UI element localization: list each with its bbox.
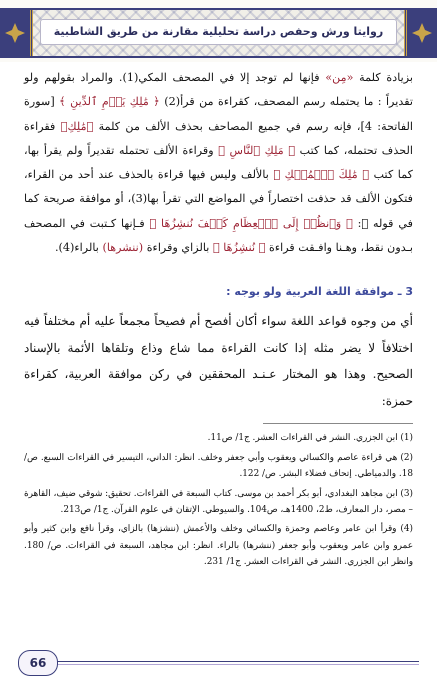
text-run: ، أو موافقة صريحة كما في قوله ﷺ: (24, 192, 414, 230)
footnote-2: (2) هي قراءة عاصم والكسائي ويعقوب وأبي جعفر وخلف. انظر: الداني، التيسير في القراءات السبع. ص/ 18. والدمياطي. إتحاف فضلاء البشر. ص/ 122. (24, 452, 413, 480)
ornament-left (0, 10, 33, 56)
text-run: (1) (122, 71, 139, 84)
page-header (0, 0, 437, 62)
quran-quote: ﴿ نُنشِزُهَا ﴾ (212, 241, 266, 255)
footnote-3: (3) ابن مجاهد البغدادي، أبو بكر أحمد بن موسى. كتاب السبعة في القراءات. تحقيق: شوقي ضيف، القاهرة – مصر، دار المعارف، ط2، 1400هـ، ص104. والسيوطي. الإتقان في علوم القرآن. ج1/ ص213. (24, 488, 413, 515)
text-run: . والمراد بقولهم ولو تقديراً : ما يحتمله رسم المصحف، كقراءة من قرأ (24, 71, 413, 109)
running-header-title: روايتا ورش وحفص دراسة تحليلية مقارنة من طريق الشاطبية (40, 19, 397, 45)
footer-rule-secondary (56, 664, 419, 665)
text-run: فقراءة الحذف تحتمله، كما كتب (24, 119, 413, 157)
footnotes (24, 430, 413, 570)
footnote-separator (263, 423, 413, 424)
page-body (24, 66, 413, 574)
footnote-1: (1) ابن الجزري. النشر في القراءات العشر. ج1/ ص11. (207, 433, 413, 444)
text-run: (2) (164, 95, 181, 109)
quran-quote: «مِن» (325, 71, 354, 84)
text-run: بالألف وليس فيها قراءة بالحذف عند أحد من القراء، فتكون الألف قد حذفت اختصاراً في المواضع التي تقرأ بها (24, 168, 413, 206)
text-run: فـإنها كـتبت في المصحف بـدون نقط، وهـنا وافـقت قراءة (24, 216, 413, 255)
text-run: (3) (131, 192, 148, 206)
text-run: بالراء (74, 241, 103, 255)
quran-quote: ﴿ وَٱنظُرۡ إِلَى ٱلۡعِظَامِ كَيۡفَ نُنشِزُهَا ﴾ (149, 216, 353, 230)
text-run: وقراءة الألف تحتمله تقديراً ولم يقرأ بها، كما كتب (24, 143, 413, 182)
page-number: 66 (18, 650, 58, 676)
section-heading: 3 ـ موافقة اللغة العربية ولو بوجه : (226, 285, 413, 299)
star-ornament-icon (412, 23, 432, 43)
ornament-right (404, 10, 437, 56)
quran-quote: ﴿ مَلِكِ ٱلنَّاسِ ﴾ (218, 143, 296, 157)
quran-quote: ﴿ مَٰلِكِ يَوۡمِ ٱلدِّينِ ﴾ (59, 95, 160, 109)
star-ornament-icon (5, 23, 25, 43)
text-run: بالزاي وقراءة (143, 241, 213, 255)
text-run: فإنها لم توجد إلا في المصحف المكي (138, 71, 326, 84)
footer-rule (56, 661, 419, 662)
footnote-4: (4) وقرأ ابن عامر وعاصم وحمزة والكسائي وخلف والأعمش (ننشزها) بالزاي، وقرأ نافع وابن كثير وأبو عمرو وابن عامر ويعقوب وأبو جعفر (ننشرها) بالراء. انظر: ابن مجاهد، السبعة في القراءات. ص/ 180. وانظر ابن الجزري. النشر في القراءات العشر. ج1/ 231. (24, 524, 413, 568)
text-run: بزيادة كلمة (353, 71, 413, 84)
body-paragraph-1 (24, 66, 413, 260)
body-paragraph-2: أي من وجوه قواعد اللغة سواء أكان أفصح أم فصيحاً مجمعاً عليه أم مختلفاً فيه اختلافاً لا يضر مثله إذا كانت القراءة مما شاع وذاع وتلقاها الأئمة بالإسناد الصحيح. وهذا هو المختار عـنـد المحققين في ركن موافقة العربية، كقراءة حمزة: (24, 314, 413, 408)
text-run: (4) (58, 241, 75, 255)
quran-quote: (ننشرها) (102, 241, 144, 255)
quran-quote: ﴿ مَٰلِكَ ٱلۡمُلۡكِ ﴾ (273, 168, 370, 182)
quran-quote: ﴿مَٰلِكِ﴾ (60, 119, 94, 133)
text-run: [سورة الفاتحة: 4]، فإنه رسم في جميع المصاحف بحذف الألف من كلمة (24, 95, 413, 133)
text-run: . (54, 241, 59, 255)
